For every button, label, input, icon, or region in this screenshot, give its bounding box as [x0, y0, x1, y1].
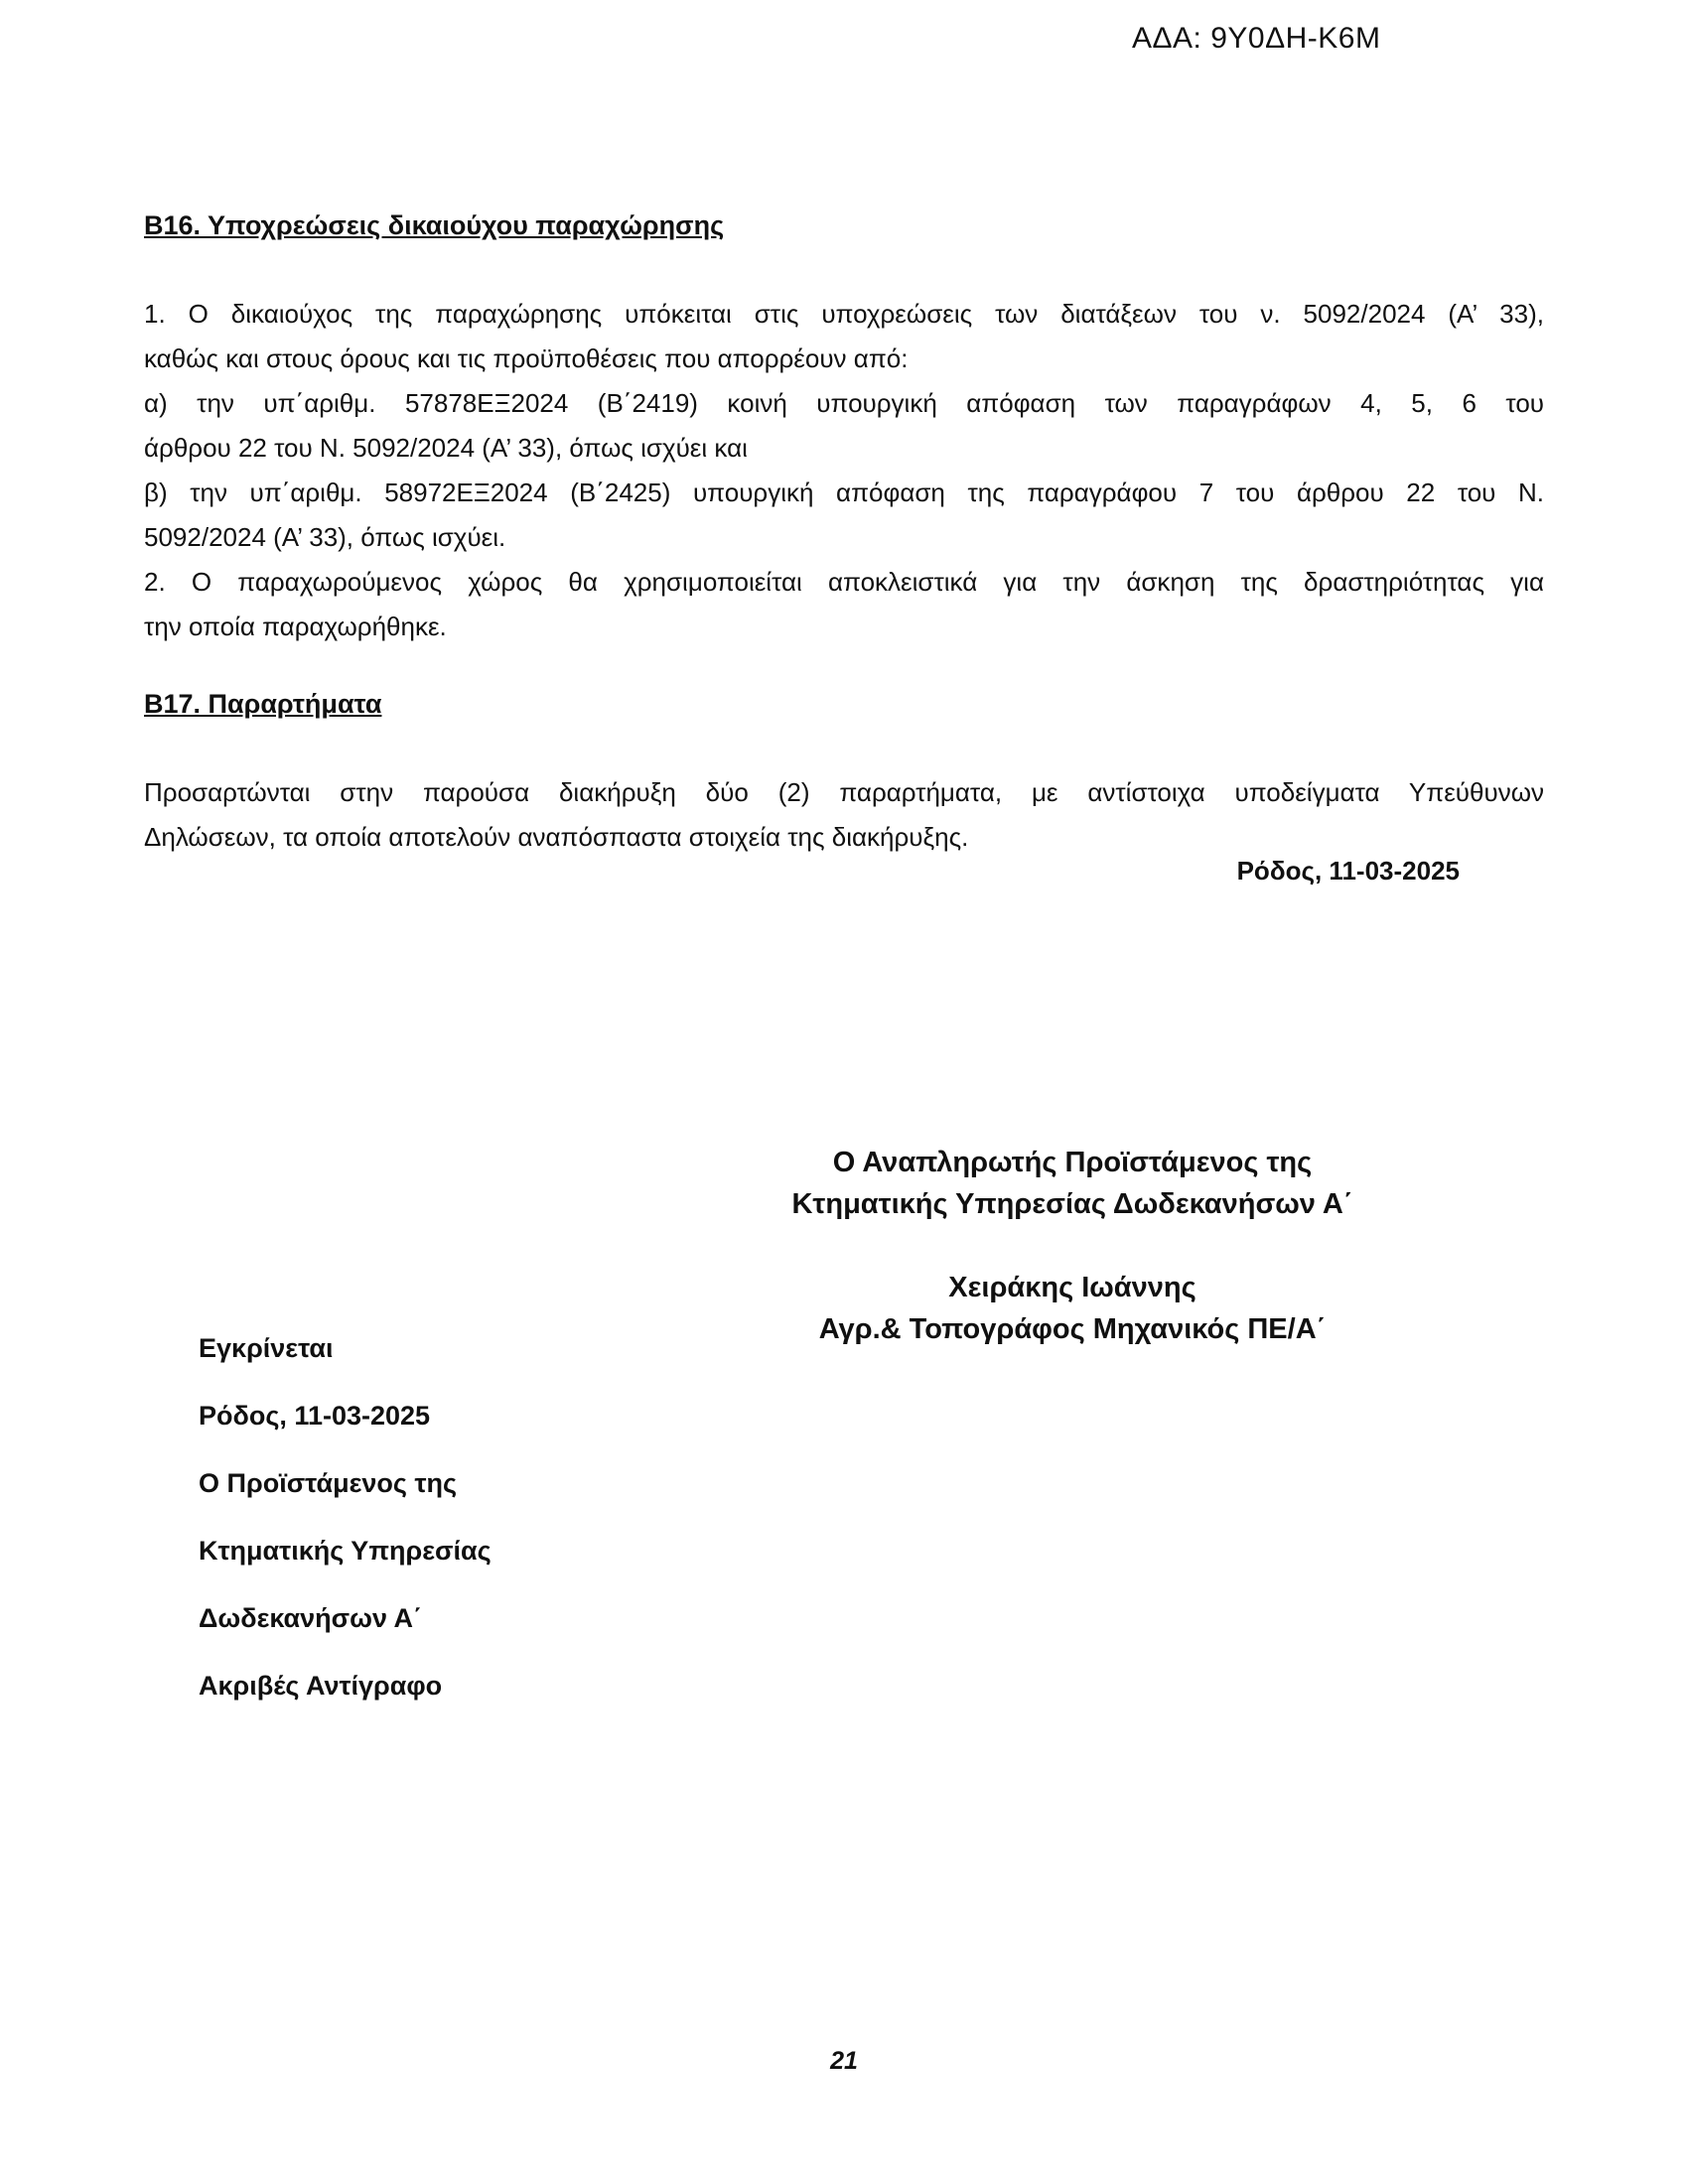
paragraph-line: 5092/2024 (Α’ 33), όπως ισχύει.	[144, 522, 506, 552]
place-date: Ρόδος, 11-03-2025	[1236, 856, 1460, 886]
ada-code: ΑΔΑ: 9Υ0ΔΗ-Κ6Μ	[1132, 22, 1381, 55]
page-number: 21	[830, 2047, 858, 2075]
paragraph-line: καθώς και στους όρους και τις προϋποθέσεις που απορρέουν από:	[144, 343, 909, 373]
approval-line: Κτηματικής Υπηρεσίας	[199, 1536, 492, 1566]
section-b17-paragraph	[144, 770, 1544, 860]
approval-block-left	[199, 1334, 794, 1739]
section-b17-heading: Β17. Παραρτήματα	[144, 689, 382, 719]
signature-gap	[635, 1225, 1509, 1267]
signatory-title-line: Κτηματικής Υπηρεσίας Δωδεκανήσων Α΄	[791, 1188, 1353, 1220]
signatory-name: Χειράκης Ιωάννης	[948, 1272, 1196, 1303]
approval-line: Ακριβές Αντίγραφο	[199, 1671, 443, 1701]
signatory-role: Αγρ.& Τοπογράφος Μηχανικός ΠΕ/Α΄	[818, 1313, 1327, 1345]
approval-line: Εγκρίνεται	[199, 1333, 334, 1363]
paragraph-line: β) την υπ΄αριθμ. 58972ΕΞ2024 (Β΄2425) υπουργική απόφαση της παραγράφου 7 του άρθρου 22 του Ν.	[144, 478, 1544, 507]
approval-line: Δωδεκανήσων Α΄	[199, 1603, 422, 1633]
paragraph-line: α) την υπ΄αριθμ. 57878ΕΞ2024 (Β΄2419) κοινή υπουργική απόφαση των παραγράφων 4, 5, 6 του	[144, 388, 1544, 418]
paragraph-line: Προσαρτώνται στην παρούσα διακήρυξη δύο (2) παραρτήματα, με αντίστοιχα υποδείγματα Υπεύθυνων	[144, 777, 1544, 807]
approval-line: Ρόδος, 11-03-2025	[199, 1401, 431, 1431]
signatory-title-line: Ο Αναπληρωτής Προϊστάμενος της	[832, 1147, 1313, 1178]
paragraph-line: 2. Ο παραχωρούμενος χώρος θα χρησιμοποιείται αποκλειστικά για την άσκηση της δραστηριότητας για	[144, 567, 1544, 597]
paragraph-line: Δηλώσεων, τα οποία αποτελούν αναπόσπαστα στοιχεία της διακήρυξης.	[144, 822, 969, 852]
approval-line: Ο Προϊστάμενος της	[199, 1468, 458, 1498]
paragraph-line: άρθρου 22 του Ν. 5092/2024 (Α’ 33), όπως ισχύει και	[144, 433, 748, 463]
section-b16-heading: Β16. Υποχρεώσεις δικαιούχου παραχώρησης	[144, 210, 725, 240]
paragraph-line: 1. Ο δικαιούχος της παραχώρησης υπόκειται στις υποχρεώσεις των διατάξεων του ν. 5092/2024 (Α’ 33),	[144, 299, 1544, 329]
section-b16-paragraph	[144, 292, 1544, 649]
paragraph-line: την οποία παραχωρήθηκε.	[144, 612, 447, 641]
signature-block-right	[635, 1142, 1509, 1350]
